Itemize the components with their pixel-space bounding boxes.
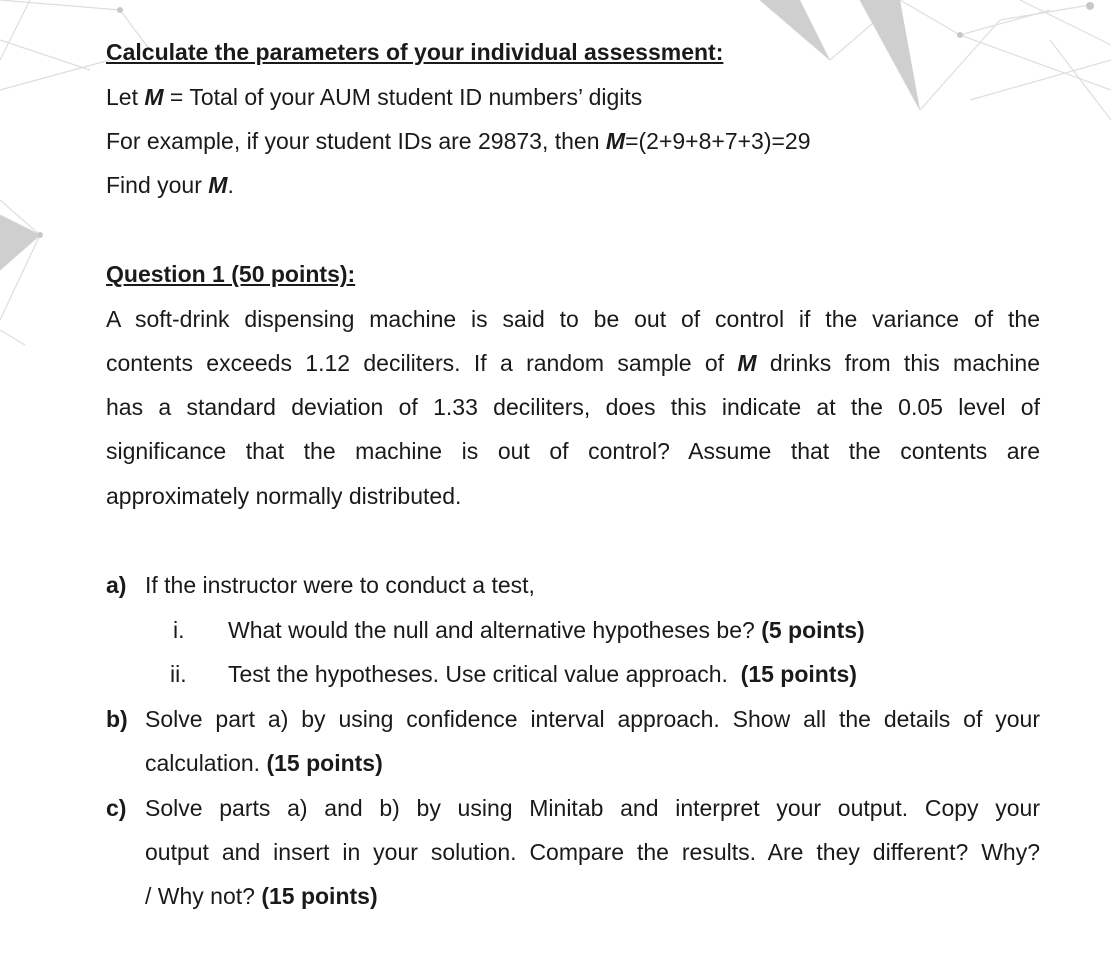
part-b-marker: b) (106, 706, 128, 732)
part-a-ii-marker: ii. (170, 661, 187, 687)
part-a-ii-points: (15 points) (740, 661, 857, 687)
part-b-line-1: Solve part a) by using confidence interval approach. Show all the details of your (145, 706, 1040, 732)
find-suffix: . (227, 172, 234, 198)
part-a-text: If the instructor were to conduct a test, (145, 572, 535, 598)
question-line-3: has a standard deviation of 1.33 deciliters, does this indicate at the 0.05 level of (106, 394, 1040, 420)
find-prefix: Find your (106, 172, 209, 198)
part-a-i-points: (5 points) (761, 617, 865, 643)
part-c-points: (15 points) (261, 883, 378, 909)
part-a-ii-text: Test the hypotheses. Use critical value approach. (228, 661, 741, 687)
part-c-marker: c) (106, 795, 127, 821)
part-a-marker: a) (106, 572, 127, 598)
let-suffix: = Total of your AUM student ID numbers’ digits (163, 84, 643, 110)
find-m-line (106, 171, 234, 199)
part-a-ii-line (228, 660, 857, 688)
part-c-line-3-text: / Why not? (145, 883, 262, 909)
part-c-line-2: output and insert in your solution. Compare the results. Are they different? Why? (145, 839, 1040, 865)
part-c-line-1: Solve parts a) and b) by using Minitab and interpret your output. Copy your (145, 795, 1040, 821)
question-line-2 (106, 349, 1040, 377)
question-heading-text: Question 1 (50 points): (106, 261, 356, 287)
assessment-heading (106, 38, 723, 66)
example-suffix: =(2+9+8+7+3)=29 (625, 128, 811, 154)
part-a-i-text: What would the null and alternative hypotheses be? (228, 617, 762, 643)
question-heading (106, 260, 355, 288)
example-line (106, 127, 811, 155)
m-variable: M (737, 350, 757, 376)
m-variable: M (144, 84, 164, 110)
part-b-line-2 (145, 749, 383, 777)
let-m-line (106, 83, 642, 111)
question-line-4: significance that the machine is out of control? Assume that the contents are (106, 438, 1040, 464)
m-variable: M (605, 128, 626, 154)
part-a-i-line (228, 616, 865, 644)
question-line-2-prefix: contents exceeds 1.12 deciliters. If a random sample of (106, 350, 738, 376)
question-line-1: A soft-drink dispensing machine is said to be out of control if the variance of the (106, 306, 1040, 332)
part-b-points: (15 points) (266, 750, 383, 776)
m-variable: M (208, 172, 228, 198)
question-line-2-suffix: drinks from this machine (756, 350, 1040, 376)
part-c-line-3 (145, 882, 378, 910)
part-b-line-2-text: calculation. (145, 750, 267, 776)
assessment-heading-text: Calculate the parameters of your individual assessment: (106, 39, 724, 65)
example-prefix: For example, if your student IDs are 29873, then (106, 128, 606, 154)
part-a-i-marker: i. (173, 617, 185, 643)
question-line-5: approximately normally distributed. (106, 483, 462, 509)
let-prefix: Let (106, 84, 145, 110)
